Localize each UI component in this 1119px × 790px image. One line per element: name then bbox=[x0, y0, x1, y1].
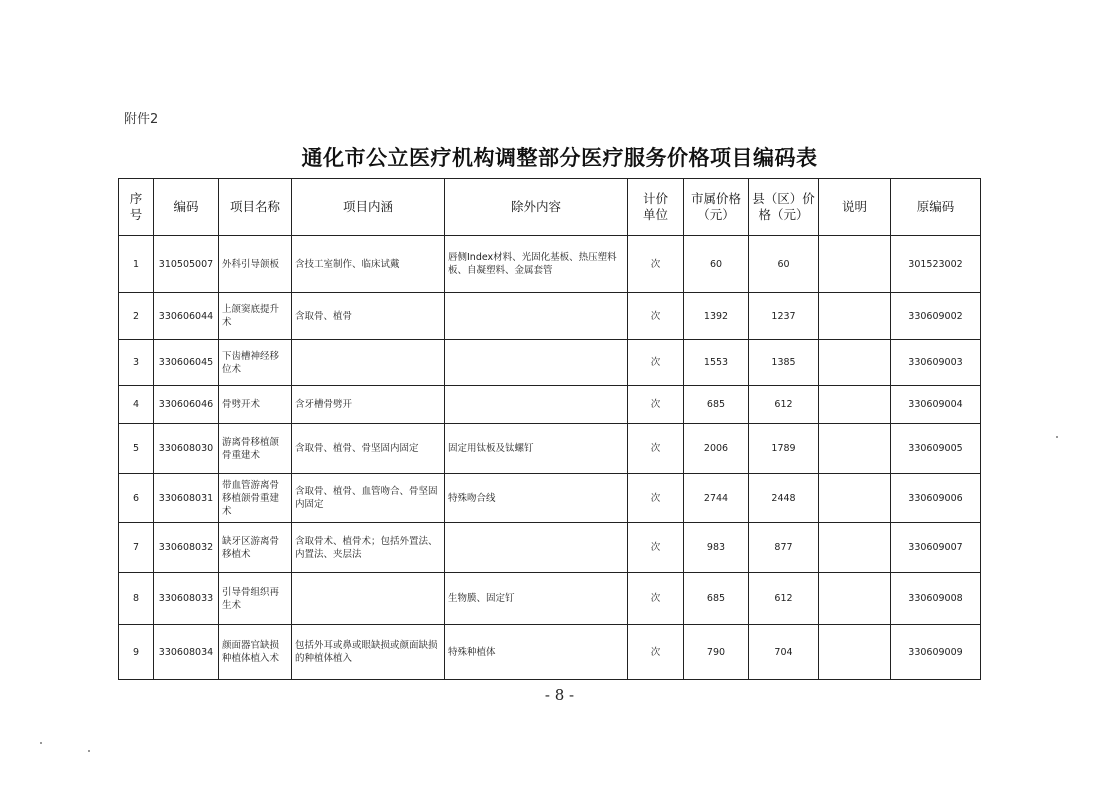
cell-county-price: 612 bbox=[749, 386, 819, 424]
cell-original-code: 301523002 bbox=[891, 236, 981, 293]
cell-code: 330608031 bbox=[154, 474, 219, 523]
table-row bbox=[119, 573, 981, 625]
cell-code: 330608033 bbox=[154, 573, 219, 625]
cell-note bbox=[819, 573, 891, 625]
price-code-table bbox=[118, 178, 981, 680]
header-name: 项目名称 bbox=[219, 179, 292, 236]
header-note: 说明 bbox=[819, 179, 891, 236]
cell-content: 含取骨、植骨 bbox=[292, 293, 445, 340]
scan-speck bbox=[40, 742, 42, 744]
cell-content bbox=[292, 573, 445, 625]
table-row bbox=[119, 523, 981, 573]
cell-code: 330608034 bbox=[154, 625, 219, 680]
cell-excluded: 唇侧Index材料、光固化基板、热压塑料板、自凝塑料、金属套管 bbox=[445, 236, 628, 293]
table-header-row bbox=[119, 179, 981, 236]
cell-note bbox=[819, 340, 891, 386]
cell-excluded bbox=[445, 386, 628, 424]
cell-excluded: 特殊种植体 bbox=[445, 625, 628, 680]
cell-note bbox=[819, 523, 891, 573]
cell-name: 缺牙区游离骨移植术 bbox=[219, 523, 292, 573]
cell-original-code: 330609006 bbox=[891, 474, 981, 523]
cell-city-price: 1392 bbox=[684, 293, 749, 340]
cell-original-code: 330609007 bbox=[891, 523, 981, 573]
cell-original-code: 330609005 bbox=[891, 424, 981, 474]
scan-speck bbox=[88, 750, 90, 752]
cell-county-price: 704 bbox=[749, 625, 819, 680]
cell-county-price: 1237 bbox=[749, 293, 819, 340]
table-row bbox=[119, 424, 981, 474]
cell-seq: 4 bbox=[119, 386, 154, 424]
cell-code: 330606044 bbox=[154, 293, 219, 340]
header-content: 项目内涵 bbox=[292, 179, 445, 236]
cell-content: 含取骨术、植骨术；包括外置法、内置法、夹层法 bbox=[292, 523, 445, 573]
cell-unit: 次 bbox=[628, 293, 684, 340]
page-number: - 8 - bbox=[544, 686, 575, 704]
cell-unit: 次 bbox=[628, 573, 684, 625]
table-row bbox=[119, 625, 981, 680]
cell-name: 下齿槽神经移位术 bbox=[219, 340, 292, 386]
cell-code: 330606045 bbox=[154, 340, 219, 386]
cell-unit: 次 bbox=[628, 424, 684, 474]
cell-name: 上颌窦底提升术 bbox=[219, 293, 292, 340]
cell-original-code: 330609002 bbox=[891, 293, 981, 340]
table-row bbox=[119, 340, 981, 386]
header-city-price: 市属价格（元） bbox=[684, 179, 749, 236]
cell-unit: 次 bbox=[628, 386, 684, 424]
cell-note bbox=[819, 236, 891, 293]
cell-seq: 1 bbox=[119, 236, 154, 293]
cell-name: 颜面器官缺损种植体植入术 bbox=[219, 625, 292, 680]
cell-seq: 9 bbox=[119, 625, 154, 680]
cell-excluded: 特殊吻合线 bbox=[445, 474, 628, 523]
cell-seq: 3 bbox=[119, 340, 154, 386]
cell-original-code: 330609009 bbox=[891, 625, 981, 680]
cell-content bbox=[292, 340, 445, 386]
cell-note bbox=[819, 474, 891, 523]
cell-city-price: 685 bbox=[684, 573, 749, 625]
table-row bbox=[119, 474, 981, 523]
cell-seq: 2 bbox=[119, 293, 154, 340]
cell-seq: 5 bbox=[119, 424, 154, 474]
table-row bbox=[119, 386, 981, 424]
cell-unit: 次 bbox=[628, 236, 684, 293]
header-code: 编码 bbox=[154, 179, 219, 236]
cell-city-price: 983 bbox=[684, 523, 749, 573]
cell-excluded bbox=[445, 340, 628, 386]
cell-note bbox=[819, 625, 891, 680]
cell-city-price: 1553 bbox=[684, 340, 749, 386]
cell-excluded bbox=[445, 523, 628, 573]
header-excluded: 除外内容 bbox=[445, 179, 628, 236]
cell-city-price: 790 bbox=[684, 625, 749, 680]
cell-note bbox=[819, 424, 891, 474]
header-unit: 计价单位 bbox=[628, 179, 684, 236]
cell-county-price: 1789 bbox=[749, 424, 819, 474]
cell-content: 包括外耳或鼻或眼缺损或颜面缺损的种植体植入 bbox=[292, 625, 445, 680]
cell-name: 骨劈开术 bbox=[219, 386, 292, 424]
cell-county-price: 1385 bbox=[749, 340, 819, 386]
scan-speck bbox=[1056, 436, 1058, 438]
cell-seq: 6 bbox=[119, 474, 154, 523]
table-row bbox=[119, 293, 981, 340]
document-title: 通化市公立医疗机构调整部分医疗服务价格项目编码表 bbox=[301, 146, 818, 170]
cell-excluded bbox=[445, 293, 628, 340]
cell-excluded: 固定用钛板及钛螺钉 bbox=[445, 424, 628, 474]
cell-unit: 次 bbox=[628, 340, 684, 386]
cell-county-price: 877 bbox=[749, 523, 819, 573]
cell-city-price: 2006 bbox=[684, 424, 749, 474]
cell-city-price: 2744 bbox=[684, 474, 749, 523]
cell-county-price: 612 bbox=[749, 573, 819, 625]
cell-unit: 次 bbox=[628, 523, 684, 573]
cell-note bbox=[819, 386, 891, 424]
cell-content: 含牙槽骨劈开 bbox=[292, 386, 445, 424]
cell-name: 游离骨移植颌骨重建术 bbox=[219, 424, 292, 474]
cell-original-code: 330609008 bbox=[891, 573, 981, 625]
header-original-code: 原编码 bbox=[891, 179, 981, 236]
cell-city-price: 60 bbox=[684, 236, 749, 293]
table-row bbox=[119, 236, 981, 293]
cell-original-code: 330609004 bbox=[891, 386, 981, 424]
cell-name: 引导骨组织再生术 bbox=[219, 573, 292, 625]
cell-code: 330608032 bbox=[154, 523, 219, 573]
attachment-label: 附件2 bbox=[124, 112, 159, 127]
cell-content: 含取骨、植骨、血管吻合、骨坚固内固定 bbox=[292, 474, 445, 523]
cell-content: 含取骨、植骨、骨坚固内固定 bbox=[292, 424, 445, 474]
cell-seq: 7 bbox=[119, 523, 154, 573]
cell-county-price: 60 bbox=[749, 236, 819, 293]
header-seq: 序号 bbox=[119, 179, 154, 236]
cell-unit: 次 bbox=[628, 625, 684, 680]
cell-note bbox=[819, 293, 891, 340]
cell-name: 外科引导颌板 bbox=[219, 236, 292, 293]
cell-city-price: 685 bbox=[684, 386, 749, 424]
cell-unit: 次 bbox=[628, 474, 684, 523]
cell-excluded: 生物膜、固定钉 bbox=[445, 573, 628, 625]
cell-code: 330606046 bbox=[154, 386, 219, 424]
cell-code: 310505007 bbox=[154, 236, 219, 293]
cell-name: 带血管游离骨移植颌骨重建术 bbox=[219, 474, 292, 523]
cell-county-price: 2448 bbox=[749, 474, 819, 523]
header-county-price: 县（区）价格（元） bbox=[749, 179, 819, 236]
cell-content: 含技工室制作、临床试戴 bbox=[292, 236, 445, 293]
cell-original-code: 330609003 bbox=[891, 340, 981, 386]
cell-code: 330608030 bbox=[154, 424, 219, 474]
cell-seq: 8 bbox=[119, 573, 154, 625]
